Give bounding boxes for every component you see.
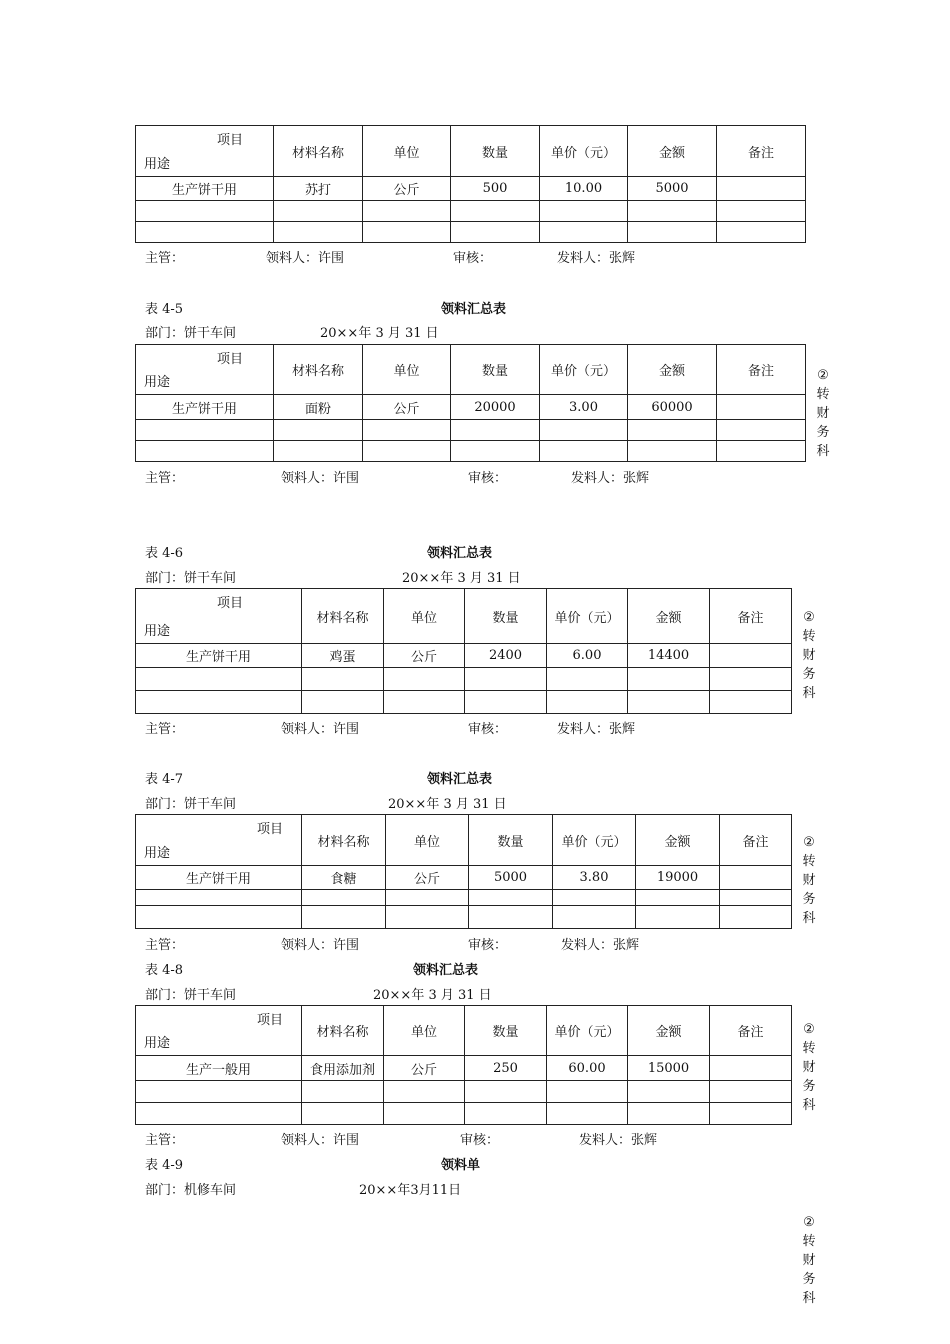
table-row [136, 395, 806, 420]
header-corner-cell [136, 589, 302, 644]
cell-use: 生产饼干用 [136, 395, 274, 420]
sign-receiver: 领料人：许围 [281, 1133, 360, 1148]
form-dept: 部门：饼干车间 [145, 797, 237, 812]
header-unit: 单位 [363, 345, 451, 395]
cell-material: 食糖 [302, 866, 386, 890]
table-row [136, 1056, 792, 1081]
sign-issuer: 发料人：张辉 [561, 938, 640, 953]
corner-top-label: 项目 [216, 352, 243, 367]
form-dept: 部门：机修车间 [145, 1183, 237, 1198]
header-material: 材料名称 [302, 815, 386, 866]
empty-row [136, 1103, 792, 1125]
requisition-table-4-5 [135, 344, 806, 462]
cell-remark [720, 866, 792, 890]
sign-issuer: 发料人：张辉 [557, 722, 636, 737]
header-price: 单价（元） [540, 126, 628, 177]
cell-amount: 5000 [628, 177, 717, 201]
cell-use: 生产饼干用 [136, 866, 302, 890]
sign-issuer: 发料人：张辉 [579, 1133, 658, 1148]
corner-bottom-label: 用途 [144, 624, 171, 639]
cell-unit: 公斤 [384, 1056, 465, 1081]
cell-price: 3.80 [553, 866, 636, 890]
requisition-table-1 [135, 125, 806, 243]
header-remark: 备注 [720, 815, 792, 866]
header-remark: 备注 [717, 126, 806, 177]
cell-qty: 250 [465, 1056, 547, 1081]
sign-issuer: 发料人：张辉 [557, 251, 636, 266]
form-date: 20××年 3 月 31 日 [388, 797, 507, 812]
sign-receiver: 领料人：许围 [281, 471, 360, 486]
requisition-table-4-7 [135, 814, 792, 929]
side-note: ② 转 财 务 科 [802, 610, 816, 701]
cell-use: 生产饼干用 [136, 177, 274, 201]
cell-material: 苏打 [274, 177, 363, 201]
form-title: 领料汇总表 [427, 772, 493, 787]
form-title: 领料汇总表 [427, 546, 493, 561]
cell-price: 3.00 [540, 395, 628, 420]
header-material: 材料名称 [302, 1006, 384, 1056]
header-material: 材料名称 [302, 589, 384, 644]
empty-row [136, 890, 792, 906]
header-qty: 数量 [465, 589, 547, 644]
form-date: 20××年 3 月 31 日 [402, 571, 521, 586]
header-price: 单价（元） [547, 1006, 628, 1056]
cell-price: 10.00 [540, 177, 628, 201]
header-amount: 金额 [628, 126, 717, 177]
header-material: 材料名称 [274, 126, 363, 177]
sign-receiver: 领料人：许围 [281, 938, 360, 953]
header-material: 材料名称 [274, 345, 363, 395]
cell-unit: 公斤 [363, 177, 451, 201]
empty-row [136, 420, 806, 441]
header-amount: 金额 [628, 345, 717, 395]
corner-top-label: 项目 [216, 596, 243, 611]
header-corner-cell [136, 815, 302, 866]
empty-row [136, 668, 792, 691]
form-title: 领料汇总表 [413, 963, 479, 978]
cell-remark [710, 644, 792, 668]
cell-remark [717, 177, 806, 201]
header-qty: 数量 [465, 1006, 547, 1056]
cell-material: 鸡蛋 [302, 644, 384, 668]
side-note: ② 转 财 务 科 [802, 835, 816, 926]
header-price: 单价（元） [547, 589, 628, 644]
header-amount: 金额 [628, 589, 710, 644]
sign-reviewer: 审核： [468, 938, 508, 953]
form-dept: 部门：饼干车间 [145, 988, 237, 1003]
cell-amount: 14400 [628, 644, 710, 668]
cell-remark [717, 395, 806, 420]
requisition-table-4-6 [135, 588, 792, 714]
form-title: 领料单 [441, 1158, 481, 1173]
empty-row [136, 222, 806, 243]
form-id: 表 4-8 [145, 963, 184, 978]
corner-bottom-label: 用途 [144, 375, 171, 390]
cell-material: 食用添加剂 [302, 1056, 384, 1081]
requisition-table-4-8 [135, 1005, 792, 1125]
cell-material: 面粉 [274, 395, 363, 420]
corner-top-label: 项目 [216, 133, 243, 148]
sign-supervisor: 主管： [145, 1133, 185, 1148]
corner-bottom-label: 用途 [144, 1036, 171, 1051]
header-price: 单价（元） [553, 815, 636, 866]
form-date: 20××年 3 月 31 日 [320, 326, 439, 341]
sign-issuer: 发料人：张辉 [571, 471, 650, 486]
cell-remark [710, 1056, 792, 1081]
empty-row [136, 201, 806, 222]
header-amount: 金额 [636, 815, 720, 866]
side-note: ② 转 财 务 科 [802, 1215, 816, 1306]
form-id: 表 4-6 [145, 546, 184, 561]
cell-qty: 20000 [451, 395, 540, 420]
form-dept: 部门：饼干车间 [145, 571, 237, 586]
form-date: 20××年3月11日 [359, 1183, 462, 1198]
table-row [136, 644, 792, 668]
header-qty: 数量 [469, 815, 553, 866]
header-unit: 单位 [386, 815, 469, 866]
form-id: 表 4-7 [145, 772, 184, 787]
sign-reviewer: 审核： [468, 471, 508, 486]
corner-top-label: 项目 [256, 1013, 283, 1028]
header-amount: 金额 [628, 1006, 710, 1056]
form-dept: 部门：饼干车间 [145, 326, 237, 341]
header-corner-cell [136, 345, 274, 395]
cell-amount: 15000 [628, 1056, 710, 1081]
table-row [136, 177, 806, 201]
header-corner-cell [136, 126, 274, 177]
sign-supervisor: 主管： [145, 251, 185, 266]
sign-reviewer: 审核： [460, 1133, 500, 1148]
header-qty: 数量 [451, 345, 540, 395]
cell-price: 60.00 [547, 1056, 628, 1081]
empty-row [136, 1081, 792, 1103]
header-price: 单价（元） [540, 345, 628, 395]
sign-supervisor: 主管： [145, 938, 185, 953]
header-unit: 单位 [363, 126, 451, 177]
form-id: 表 4-5 [145, 302, 184, 317]
header-remark: 备注 [717, 345, 806, 395]
side-note: ② 转 财 务 科 [816, 368, 830, 459]
header-unit: 单位 [384, 1006, 465, 1056]
cell-price: 6.00 [547, 644, 628, 668]
form-title: 领料汇总表 [441, 302, 507, 317]
cell-unit: 公斤 [384, 644, 465, 668]
empty-row [136, 441, 806, 462]
cell-qty: 2400 [465, 644, 547, 668]
sign-reviewer: 审核： [468, 722, 508, 737]
empty-row [136, 691, 792, 714]
cell-use: 生产饼干用 [136, 644, 302, 668]
header-corner-cell [136, 1006, 302, 1056]
corner-top-label: 项目 [256, 822, 283, 837]
sign-receiver: 领料人：许围 [266, 251, 345, 266]
cell-unit: 公斤 [363, 395, 451, 420]
form-id: 表 4-9 [145, 1158, 184, 1173]
corner-bottom-label: 用途 [144, 846, 171, 861]
corner-bottom-label: 用途 [144, 157, 171, 172]
sign-receiver: 领料人：许围 [281, 722, 360, 737]
cell-qty: 5000 [469, 866, 553, 890]
cell-qty: 500 [451, 177, 540, 201]
cell-use: 生产一般用 [136, 1056, 302, 1081]
header-remark: 备注 [710, 1006, 792, 1056]
side-note: ② 转 财 务 科 [802, 1022, 816, 1113]
cell-amount: 19000 [636, 866, 720, 890]
table-row [136, 866, 792, 890]
form-date: 20××年 3 月 31 日 [373, 988, 492, 1003]
sign-supervisor: 主管： [145, 471, 185, 486]
sign-reviewer: 审核： [453, 251, 493, 266]
header-qty: 数量 [451, 126, 540, 177]
cell-amount: 60000 [628, 395, 717, 420]
header-remark: 备注 [710, 589, 792, 644]
cell-unit: 公斤 [386, 866, 469, 890]
sign-supervisor: 主管： [145, 722, 185, 737]
empty-row [136, 906, 792, 929]
header-unit: 单位 [384, 589, 465, 644]
